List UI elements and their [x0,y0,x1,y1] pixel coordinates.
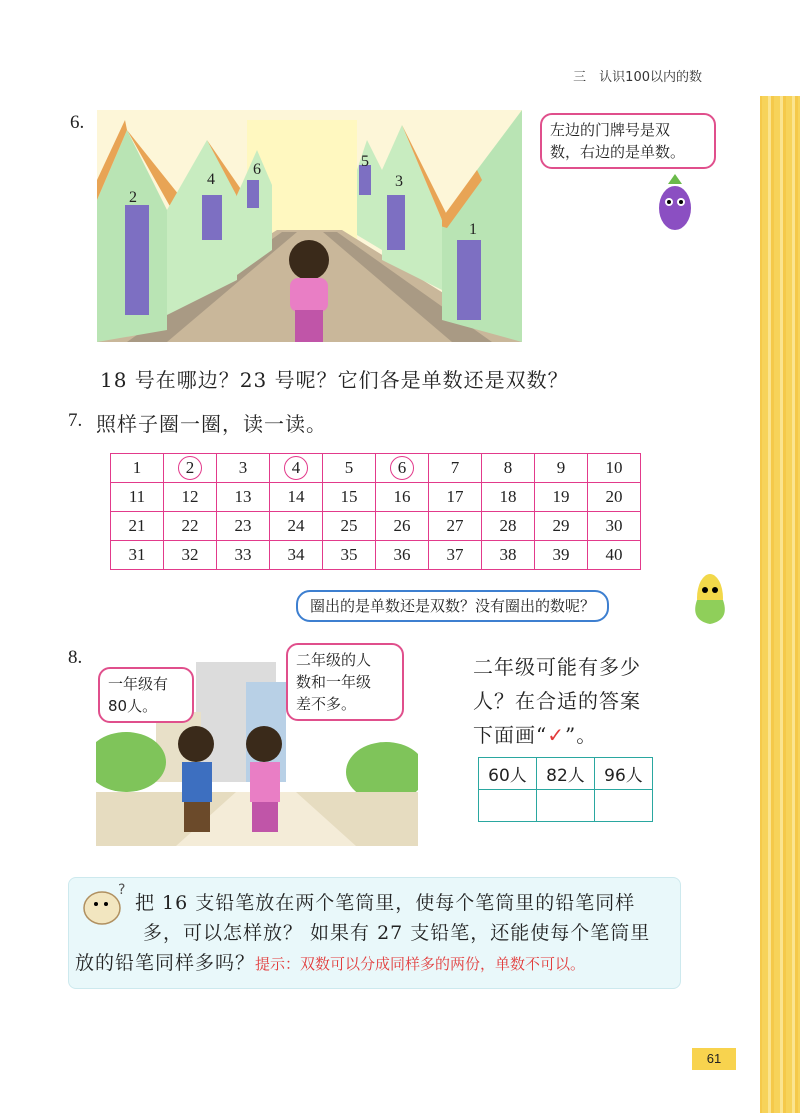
question-8-line: 人？在合适的答案 [473,689,641,713]
table-row [111,541,641,570]
option-cell: 60人 [479,758,537,790]
street-illustration [97,110,522,342]
q8-text-part: ”。 [565,723,598,747]
q8-text-part: 下面画“ [473,723,548,747]
answer-blank[interactable] [595,790,653,822]
grid-cell: 21 [111,512,164,541]
question-6-number: 6. [70,112,85,133]
grid-cell: 40 [588,541,641,570]
house-number-3: 3 [395,173,403,190]
svg-text:?: ? [118,882,126,898]
grid-cell: 38 [482,541,535,570]
grid-cell-circled [376,454,429,483]
grid-cell: 16 [376,483,429,512]
grid-cell: 35 [323,541,376,570]
grid-cell: 17 [429,483,482,512]
answer-blank[interactable] [537,790,595,822]
table-row [479,790,653,822]
bubble-line: 数，右边的是单数。 [550,143,686,161]
grid-cell: 7 [429,454,482,483]
question-8-line: 二年级可能有多少 [473,655,641,679]
grid-cell: 3 [217,454,270,483]
grid-cell: 34 [270,541,323,570]
circled-number: 4 [284,456,308,480]
question-7-prompt: 圈出的是单数还是双数？没有圈出的数呢？ [296,590,609,622]
grid-cell-circled [164,454,217,483]
bubble-line: 80人。 [108,697,158,715]
grid-cell: 13 [217,483,270,512]
grid-cell: 33 [217,541,270,570]
grid-cell: 8 [482,454,535,483]
grid-cell: 22 [164,512,217,541]
table-row [111,483,641,512]
question-6-text: 18 号在哪边？23 号呢？它们各是单数还是双数？ [100,368,569,392]
bubble-line: 一年级有 [108,675,169,693]
grid-cell: 20 [588,483,641,512]
think-text [75,888,651,979]
house-number-5: 5 [361,153,369,170]
think-line: 放的铅笔同样多吗？ [75,952,256,974]
grid-cell: 31 [111,541,164,570]
grid-cell: 1 [111,454,164,483]
grid-cell: 25 [323,512,376,541]
eggplant-mascot-icon [640,170,710,240]
grid-cell: 24 [270,512,323,541]
circled-number: 6 [390,456,414,480]
bubble-line: 左边的门牌号是双 [550,121,671,139]
grid-cell: 10 [588,454,641,483]
grid-cell: 36 [376,541,429,570]
grid-cell: 23 [217,512,270,541]
hint-text: 提示：双数可以分成同样多的两份，单数不可以。 [255,955,586,973]
think-line: 把 16 支铅笔放在两个笔筒里，使每个笔筒里的铅笔同样 [135,892,636,914]
chapter-header: 三 认识100以内的数 [573,70,702,85]
house-number-1: 1 [469,221,477,238]
corn-mascot-icon [680,560,740,630]
think-line-with-hint [75,948,650,979]
grid-cell: 19 [535,483,588,512]
grid-cell: 29 [535,512,588,541]
eggplant-speech-bubble [540,113,716,169]
speech-bubble-first-grade [98,667,194,723]
question-8-number: 8. [68,647,83,668]
bubble-line: 差不多。 [296,695,357,713]
answer-blank[interactable] [479,790,537,822]
option-cell: 96人 [595,758,653,790]
table-row [111,454,641,483]
option-cell: 82人 [537,758,595,790]
grid-cell: 27 [429,512,482,541]
grid-cell: 9 [535,454,588,483]
question-8-line [473,718,641,752]
question-7-title: 照样子圈一圈，读一读。 [96,412,327,436]
grid-cell: 26 [376,512,429,541]
answer-table [478,757,653,822]
grid-cell: 5 [323,454,376,483]
grid-cell: 30 [588,512,641,541]
check-mark-icon: ✓ [547,723,565,747]
grid-cell: 37 [429,541,482,570]
think-line: 多，可以怎样放？ 如果有 27 支铅笔，还能使每个笔筒里 [143,922,651,944]
table-row [479,758,653,790]
grid-cell-circled [270,454,323,483]
table-row [111,512,641,541]
grid-cell: 14 [270,483,323,512]
house-number-6: 6 [253,161,261,178]
house-number-4: 4 [207,171,215,188]
grid-cell: 39 [535,541,588,570]
grid-cell: 15 [323,483,376,512]
grid-cell: 32 [164,541,217,570]
child-figure [289,240,329,342]
question-8-text [473,650,641,752]
grid-cell: 11 [111,483,164,512]
grid-cell: 12 [164,483,217,512]
circled-number: 2 [178,456,202,480]
thinking-bird-icon [80,880,130,928]
question-7-number: 7. [68,410,83,431]
bubble-line: 二年级的人 [296,651,372,669]
page-number: 61 [692,1048,736,1070]
bubble-line: 数和一年级 [296,673,372,691]
grid-cell: 28 [482,512,535,541]
grid-cell: 18 [482,483,535,512]
number-grid [110,453,641,570]
speech-bubble-second-grade [286,643,404,721]
house-number-2: 2 [129,189,137,206]
